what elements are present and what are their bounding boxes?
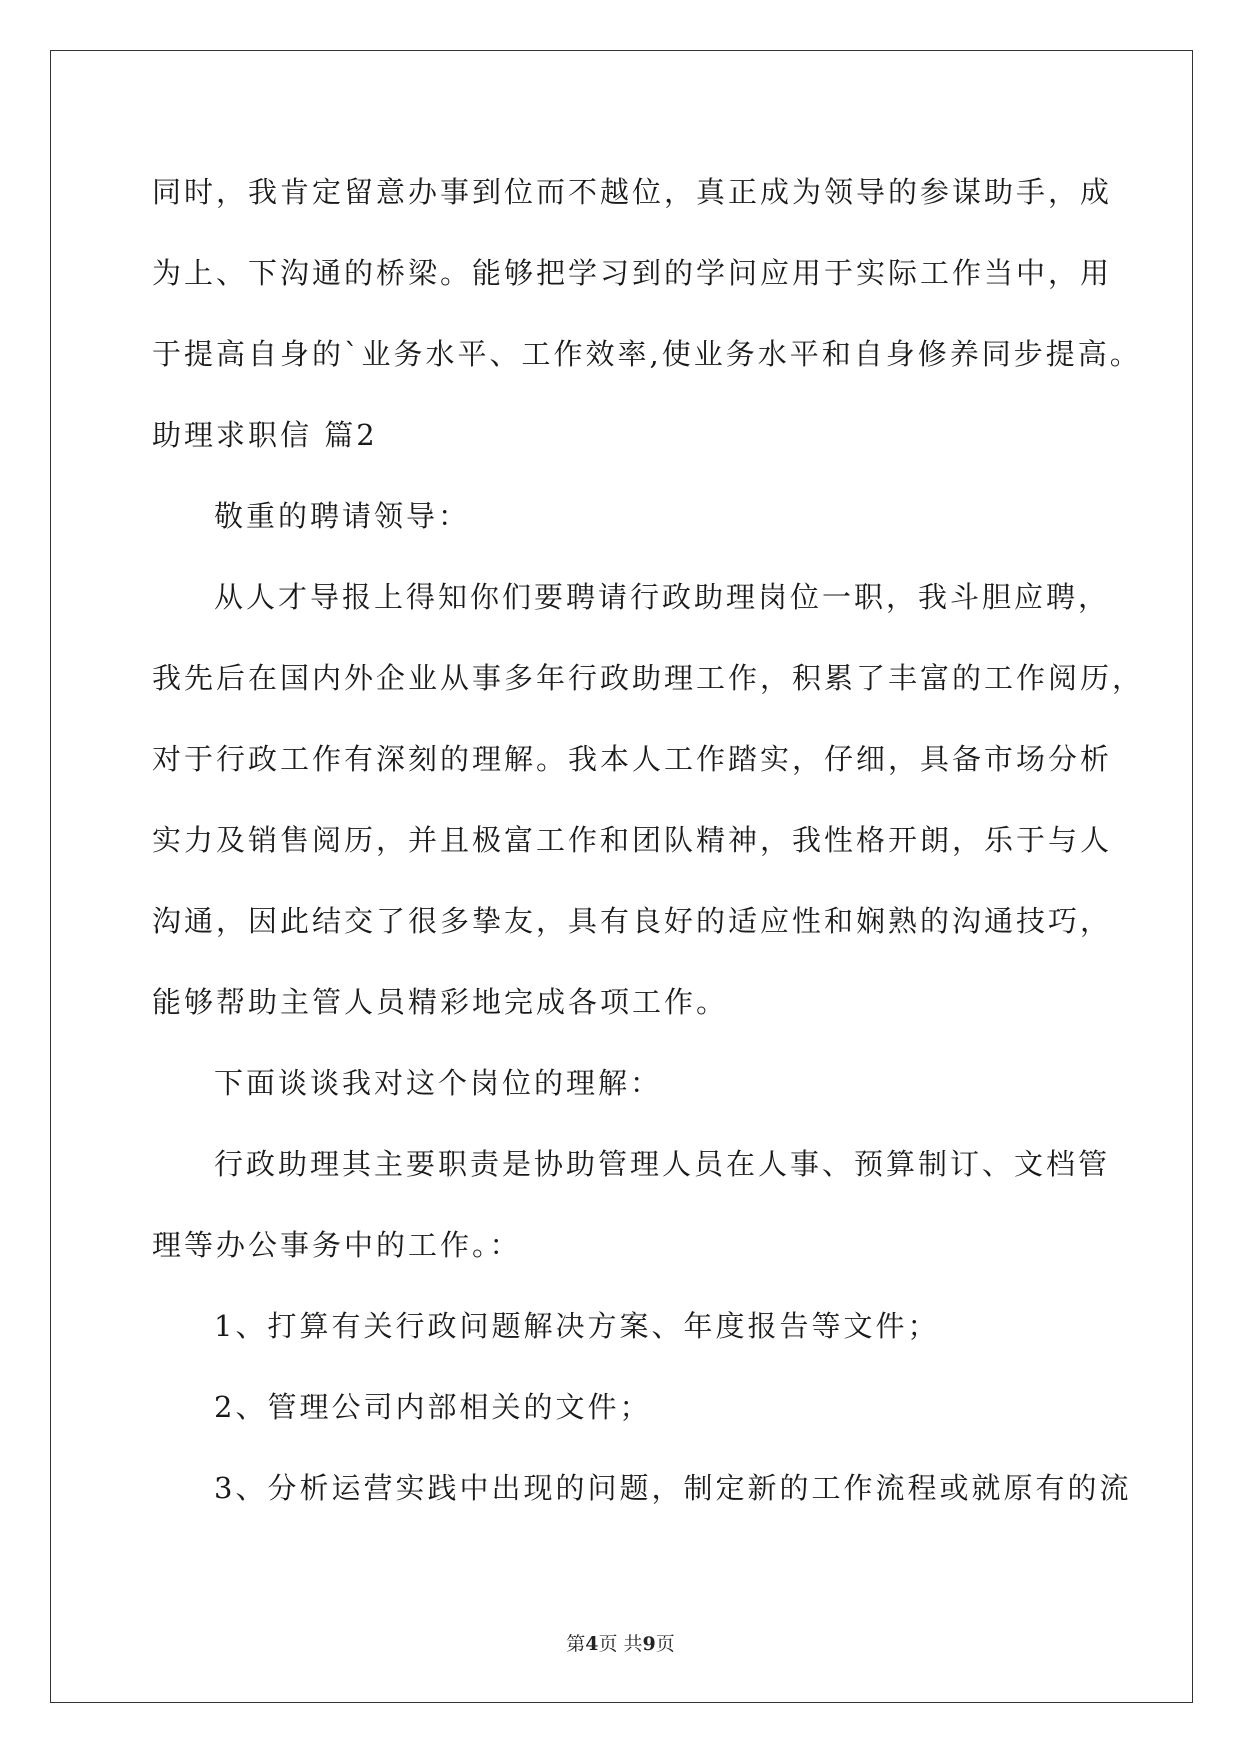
body-line: 为上、下沟通的桥梁。能够把学习到的学问应用于实际工作当中，用 [152,256,1113,290]
page-suffix: 页 [655,1633,675,1655]
body-line: 实力及销售阅历，并且极富工作和团队精神，我性格开朗，乐于与人 [152,823,1113,857]
body-line: 下面谈谈我对这个岗位的理解： [214,1066,663,1100]
page-mid: 页 共 [598,1633,643,1655]
list-item: 3、分析运营实践中出现的问题，制定新的工作流程或就原有的流 [214,1471,1132,1505]
page-border [50,50,1193,1703]
page-current: 4 [585,1633,599,1655]
body-line: 同时，我肯定留意办事到位而不越位，真正成为领导的参谋助手，成 [152,175,1113,209]
body-line: 从人才导报上得知你们要聘请行政助理岗位一职，我斗胆应聘， [214,580,1111,614]
body-line: 行政助理其主要职责是协助管理人员在人事、预算制订、文档管 [214,1147,1111,1181]
body-line: 能够帮助主管人员精彩地完成各项工作。 [152,985,729,1019]
body-line: 对于行政工作有深刻的理解。我本人工作踏实，仔细，具备市场分析 [152,742,1113,776]
page-prefix: 第 [566,1633,586,1655]
page-total: 9 [642,1633,656,1655]
section-heading: 助理求职信 篇2 [152,418,378,452]
list-item: 1、打算有关行政问题解决方案、年度报告等文件； [214,1309,940,1343]
salutation: 敬重的聘请领导： [214,499,471,533]
body-line: 我先后在国内外企业从事多年行政助理工作，积累了丰富的工作阅历， [152,661,1145,695]
body-line: 于提高自身的`业务水平、工作效率,使业务水平和自身修养同步提高。 [152,337,1142,371]
body-line: 沟通，因此结交了很多挚友，具有良好的适应性和娴熟的沟通技巧， [152,904,1113,938]
body-line: 理等办公事务中的工作。： [152,1228,522,1262]
page-footer [0,1632,1241,1656]
list-item: 2、管理公司内部相关的文件； [214,1390,652,1424]
